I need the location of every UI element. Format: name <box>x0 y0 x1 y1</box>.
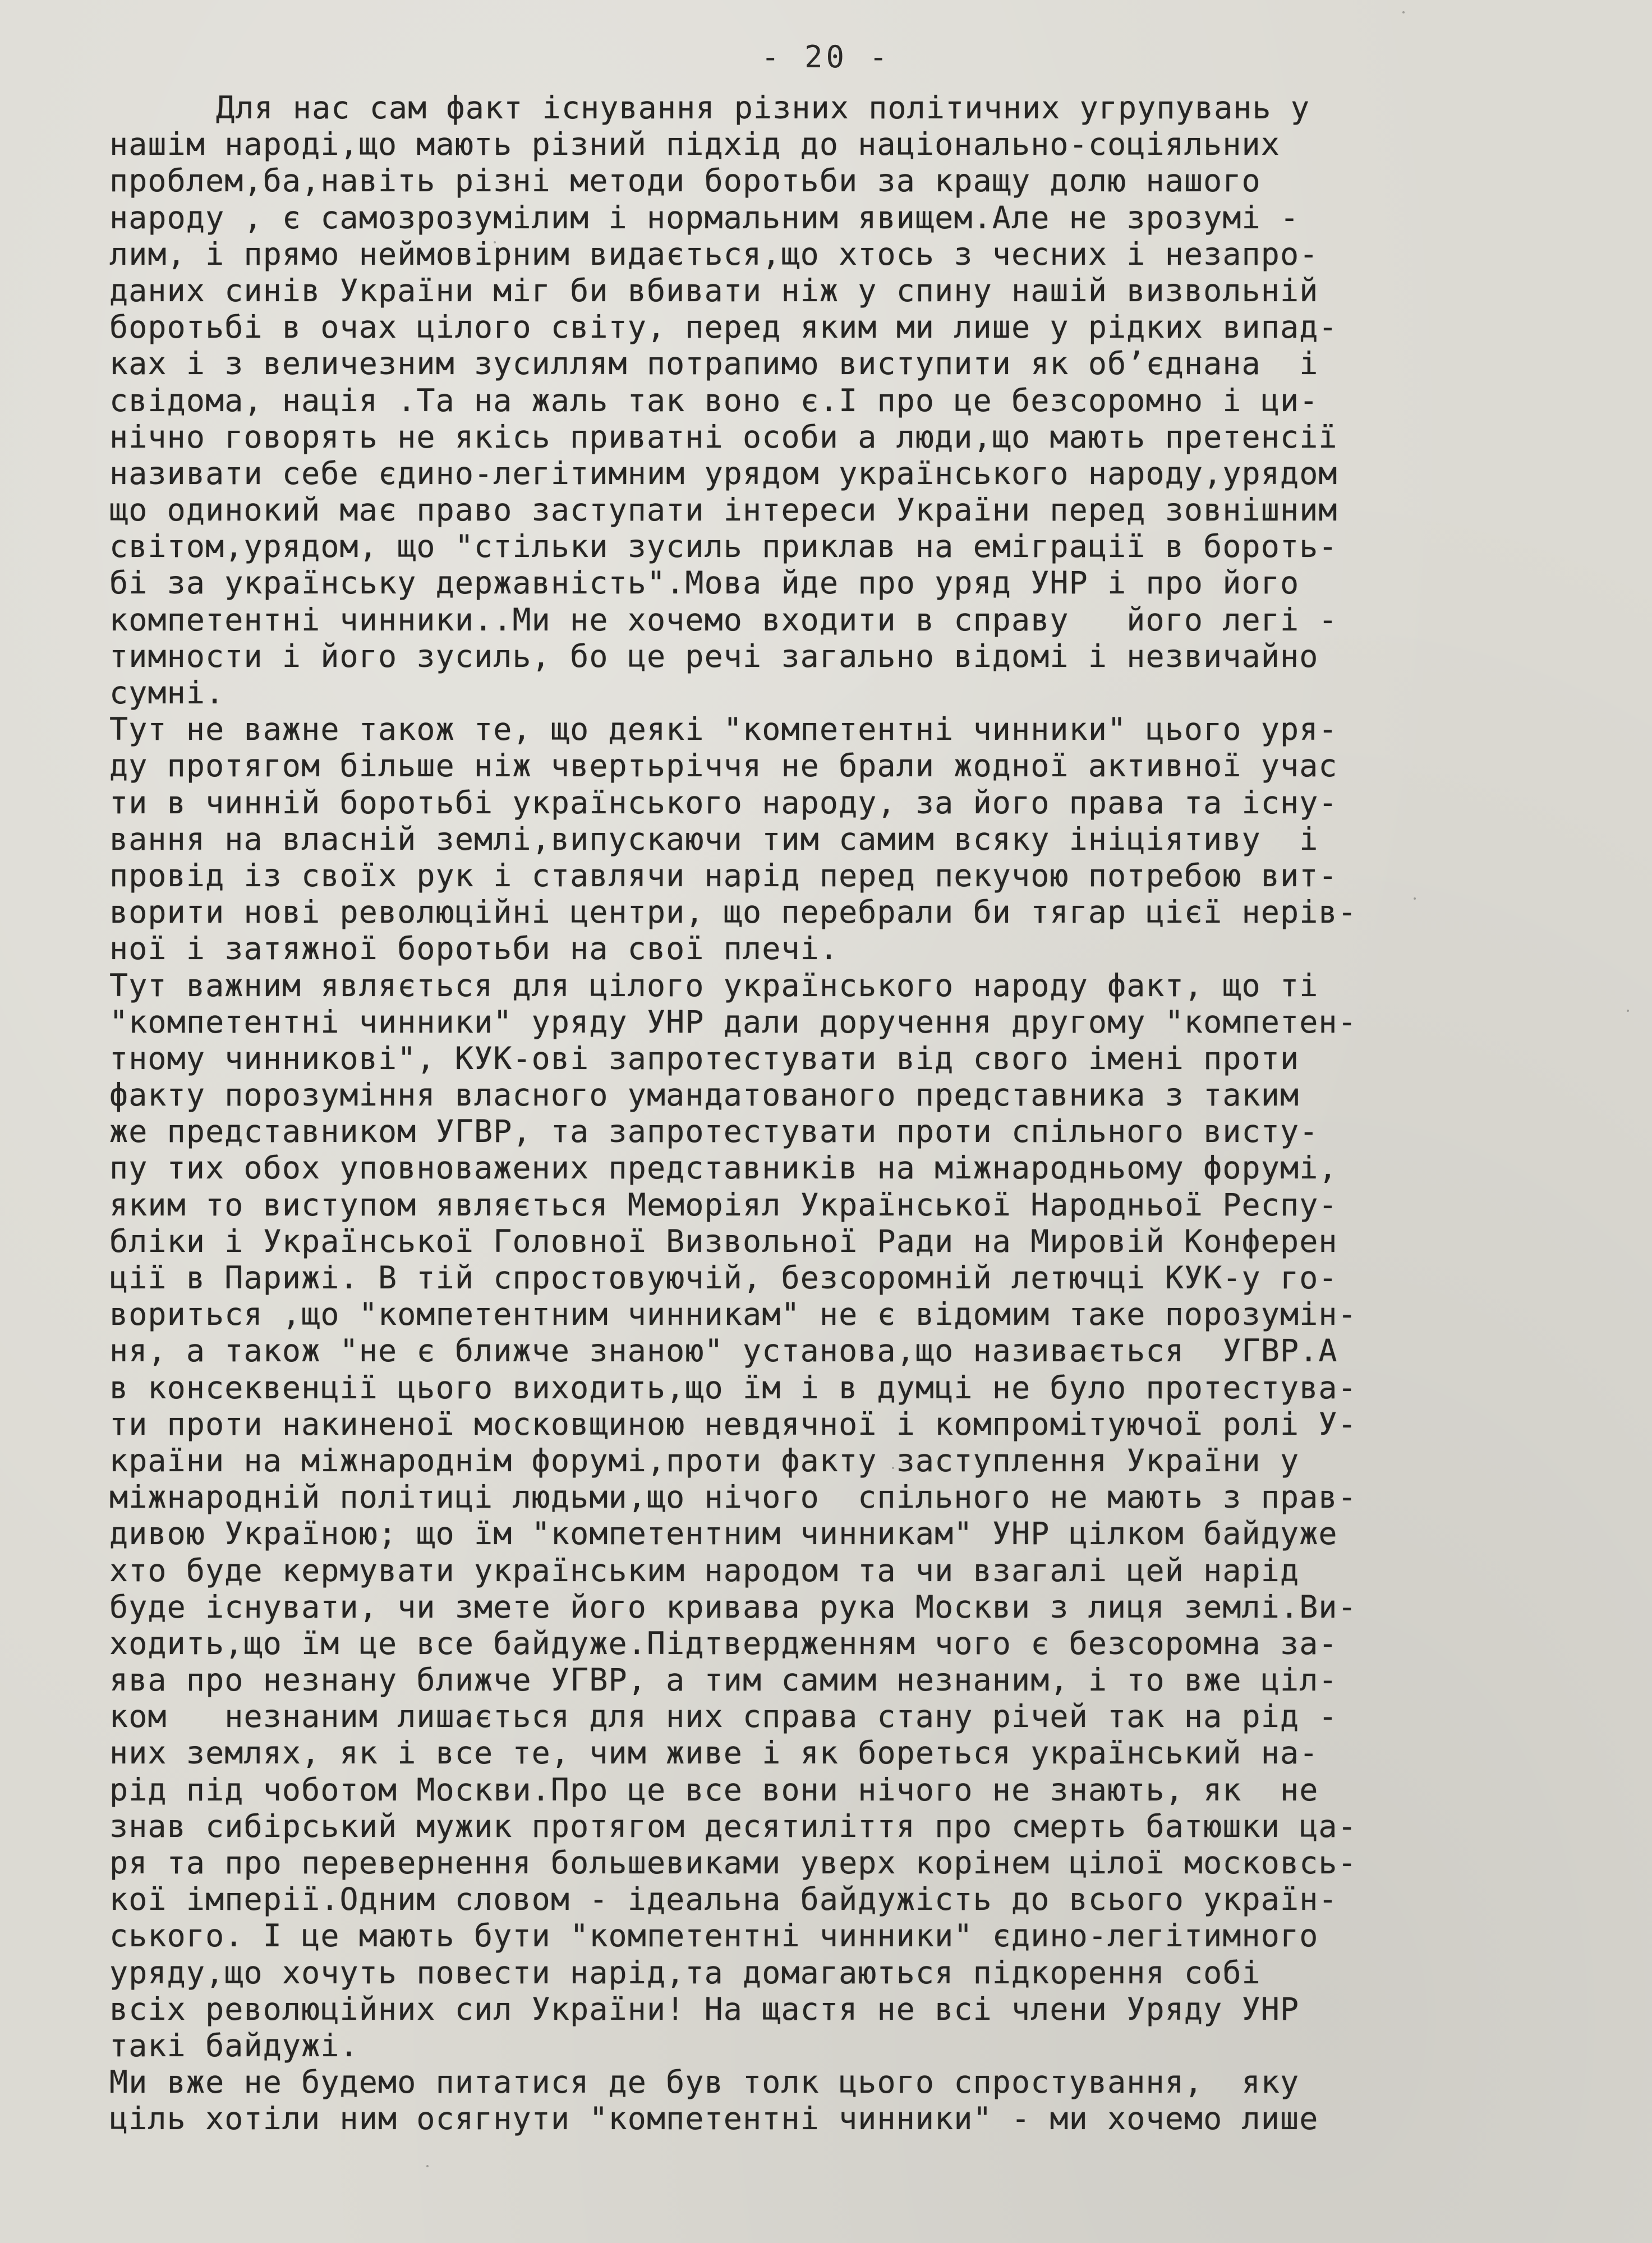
text-line: країни на міжнароднім форумі,проти факту заступлення України у <box>109 1442 1300 1479</box>
text-line: ворити нові революційні центри, що перебрали би тягар цієї нерів- <box>109 894 1357 931</box>
text-line: уряду,що хочуть повести нарід,та домагаються підкорення собі <box>109 1954 1261 1991</box>
text-line: ках і з величезним зусиллям потрапимо виступити як об’єднана і <box>109 346 1319 382</box>
text-line: лим, і прямо неймовірним видається,що хтось з чесних і незапро- <box>109 236 1319 272</box>
text-line: "компетентні чинники" уряду УНР дали доручення другому "компетен- <box>109 1003 1357 1040</box>
text-line: свідома, нація .Та на жаль так воно є.І про це безсоромно і ци- <box>109 382 1319 418</box>
text-line: буде існувати, чи змете його кривава рука Москви з лиця землі.Ви- <box>109 1588 1357 1625</box>
text-line: Для нас сам факт існування різних політичних угрупувань у <box>216 90 1310 126</box>
text-line: сумні. <box>109 675 225 711</box>
text-line: проблем,ба,навіть різні методи боротьби за кращу долю нашого <box>109 163 1261 199</box>
text-line: Тут важним являється для цілого українського народу факт, що ті <box>109 967 1319 1003</box>
text-line: ходить,що їм це все байдуже.Підтвердженням чого є безсоромна за- <box>109 1625 1338 1661</box>
page-text <box>109 90 1529 2138</box>
text-line: кої імперії.Одним словом - ідеальна байдужість до всього україн- <box>109 1881 1338 1918</box>
text-line: всіх революційних сил України! На щастя не всі члени Уряду УНР <box>109 1991 1300 2027</box>
text-line: вориться ,що "компетентним чинникам" не є відомим таке порозумін- <box>109 1296 1357 1333</box>
text-line: називати себе єдино-легітимним урядом українського народу,урядом <box>109 455 1338 491</box>
paper-speck <box>426 2165 429 2167</box>
text-line: ня, а також "не є ближче знаною" установа,що називається УГВР.А <box>109 1333 1338 1369</box>
text-line: же представником УГВР, та запротестувати проти спільного висту- <box>109 1113 1319 1150</box>
text-line: даних синів України міг би вбивати ніж у спину нашій визвольній <box>109 272 1319 308</box>
text-line: Ми вже не будемо питатися де був толк цього спростування, яку <box>109 2064 1300 2101</box>
text-line: них землях, як і все те, чим живе і як бореться український на- <box>109 1735 1319 1771</box>
text-line: що одинокий має право заступати інтереси України перед зовнішним <box>109 492 1338 528</box>
text-line: хто буде кермувати українським народом та чи взагалі цей нарід <box>109 1552 1300 1588</box>
paper-speck <box>494 241 496 243</box>
text-line: дивою Україною; що їм "компетентним чинникам" УНР цілком байдуже <box>109 1516 1338 1552</box>
text-line: ції в Парижі. В тій спростовуючій, безсоромній летючці КУК-у го- <box>109 1260 1338 1296</box>
text-line: ком незнаним лишається для них справа стану річей так на рід - <box>109 1698 1338 1735</box>
text-line: ти в чинній боротьбі українського народу, за його права та існу- <box>109 784 1338 821</box>
text-line: компетентні чинники..Ми не хочемо входити в справу його легі - <box>109 601 1338 638</box>
page-number: - 20 - <box>761 39 891 75</box>
text-line: ду протягом більше ніж чвертьріччя не брали жодної активної учас <box>109 748 1338 784</box>
text-line: тимности і його зусиль, бо це речі загально відомі і незвичайно <box>109 638 1319 674</box>
text-line: в консеквенції цього виходить,що їм і в думці не було протестува- <box>109 1369 1357 1406</box>
text-line: міжнародній політиці людьми,що нічого спільного не мають з прав- <box>109 1479 1357 1516</box>
text-line: яким то виступом являється Меморіял Української Народньої Респу- <box>109 1186 1338 1223</box>
text-line: знав сибірський мужик протягом десятиліття про смерть батюшки ца- <box>109 1808 1357 1844</box>
text-line: ціль хотіли ним осягнути "компетентні чинники" - ми хочемо лише <box>109 2101 1319 2137</box>
text-line: ря та про перевернення большевиками уверх корінем цілої московсь- <box>109 1845 1357 1881</box>
paper-speck <box>1402 11 1405 13</box>
text-line: ної і затяжної боротьби на свої плечі. <box>109 931 839 967</box>
paper-speck <box>1627 1010 1629 1012</box>
text-line: тному чинникові", КУК-ові запротестувати від свого імені проти <box>109 1040 1300 1076</box>
text-line: боротьбі в очах цілого світу, перед яким ми лише у рідких випад- <box>109 309 1338 346</box>
text-line: нашім народі,що мають різний підхід до національно-соціяльних <box>109 126 1280 163</box>
text-line: такі байдужі. <box>109 2027 359 2064</box>
text-line: ти проти накиненої московщиною невдячної і компромітуючої ролі У- <box>109 1406 1357 1442</box>
text-line: Тут не важне також те, що деякі "компетентні чинники" цього уря- <box>109 711 1338 748</box>
paper-speck <box>892 1467 894 1469</box>
text-line: народу , є самозрозумілим і нормальним явищем.Але не зрозумі - <box>109 199 1300 236</box>
text-line: нічно говорять не якісь приватні особи а люди,що мають претенсії <box>109 418 1338 455</box>
text-line: провід із своїх рук і ставлячи нарід перед пекучою потребою вит- <box>109 857 1338 893</box>
text-line: пу тих обох уповноважених представників на міжнародньому форумі, <box>109 1150 1338 1186</box>
text-line: факту порозуміння власного умандатованого представника з таким <box>109 1077 1300 1113</box>
text-line: ява про незнану ближче УГВР, а тим самим незнаним, і то вже ціл- <box>109 1662 1338 1698</box>
text-line: бі за українську державність".Мова йде про уряд УНР і про його <box>109 565 1300 601</box>
text-line: ського. І це мають бути "компетентні чинники" єдино-легітимного <box>109 1918 1319 1954</box>
text-line: світом,урядом, що "стільки зусиль приклав на еміграції в борoть- <box>109 528 1338 565</box>
text-line: бліки і Української Головної Визвольної Ради на Мировій Конферен <box>109 1223 1338 1259</box>
text-line: вання на власній землі,випускаючи тим самим всяку ініціятиву і <box>109 821 1319 857</box>
text-line: рід під чоботом Москви.Про це все вони нічого не знають, як не <box>109 1771 1319 1808</box>
paper-speck <box>1414 897 1416 900</box>
